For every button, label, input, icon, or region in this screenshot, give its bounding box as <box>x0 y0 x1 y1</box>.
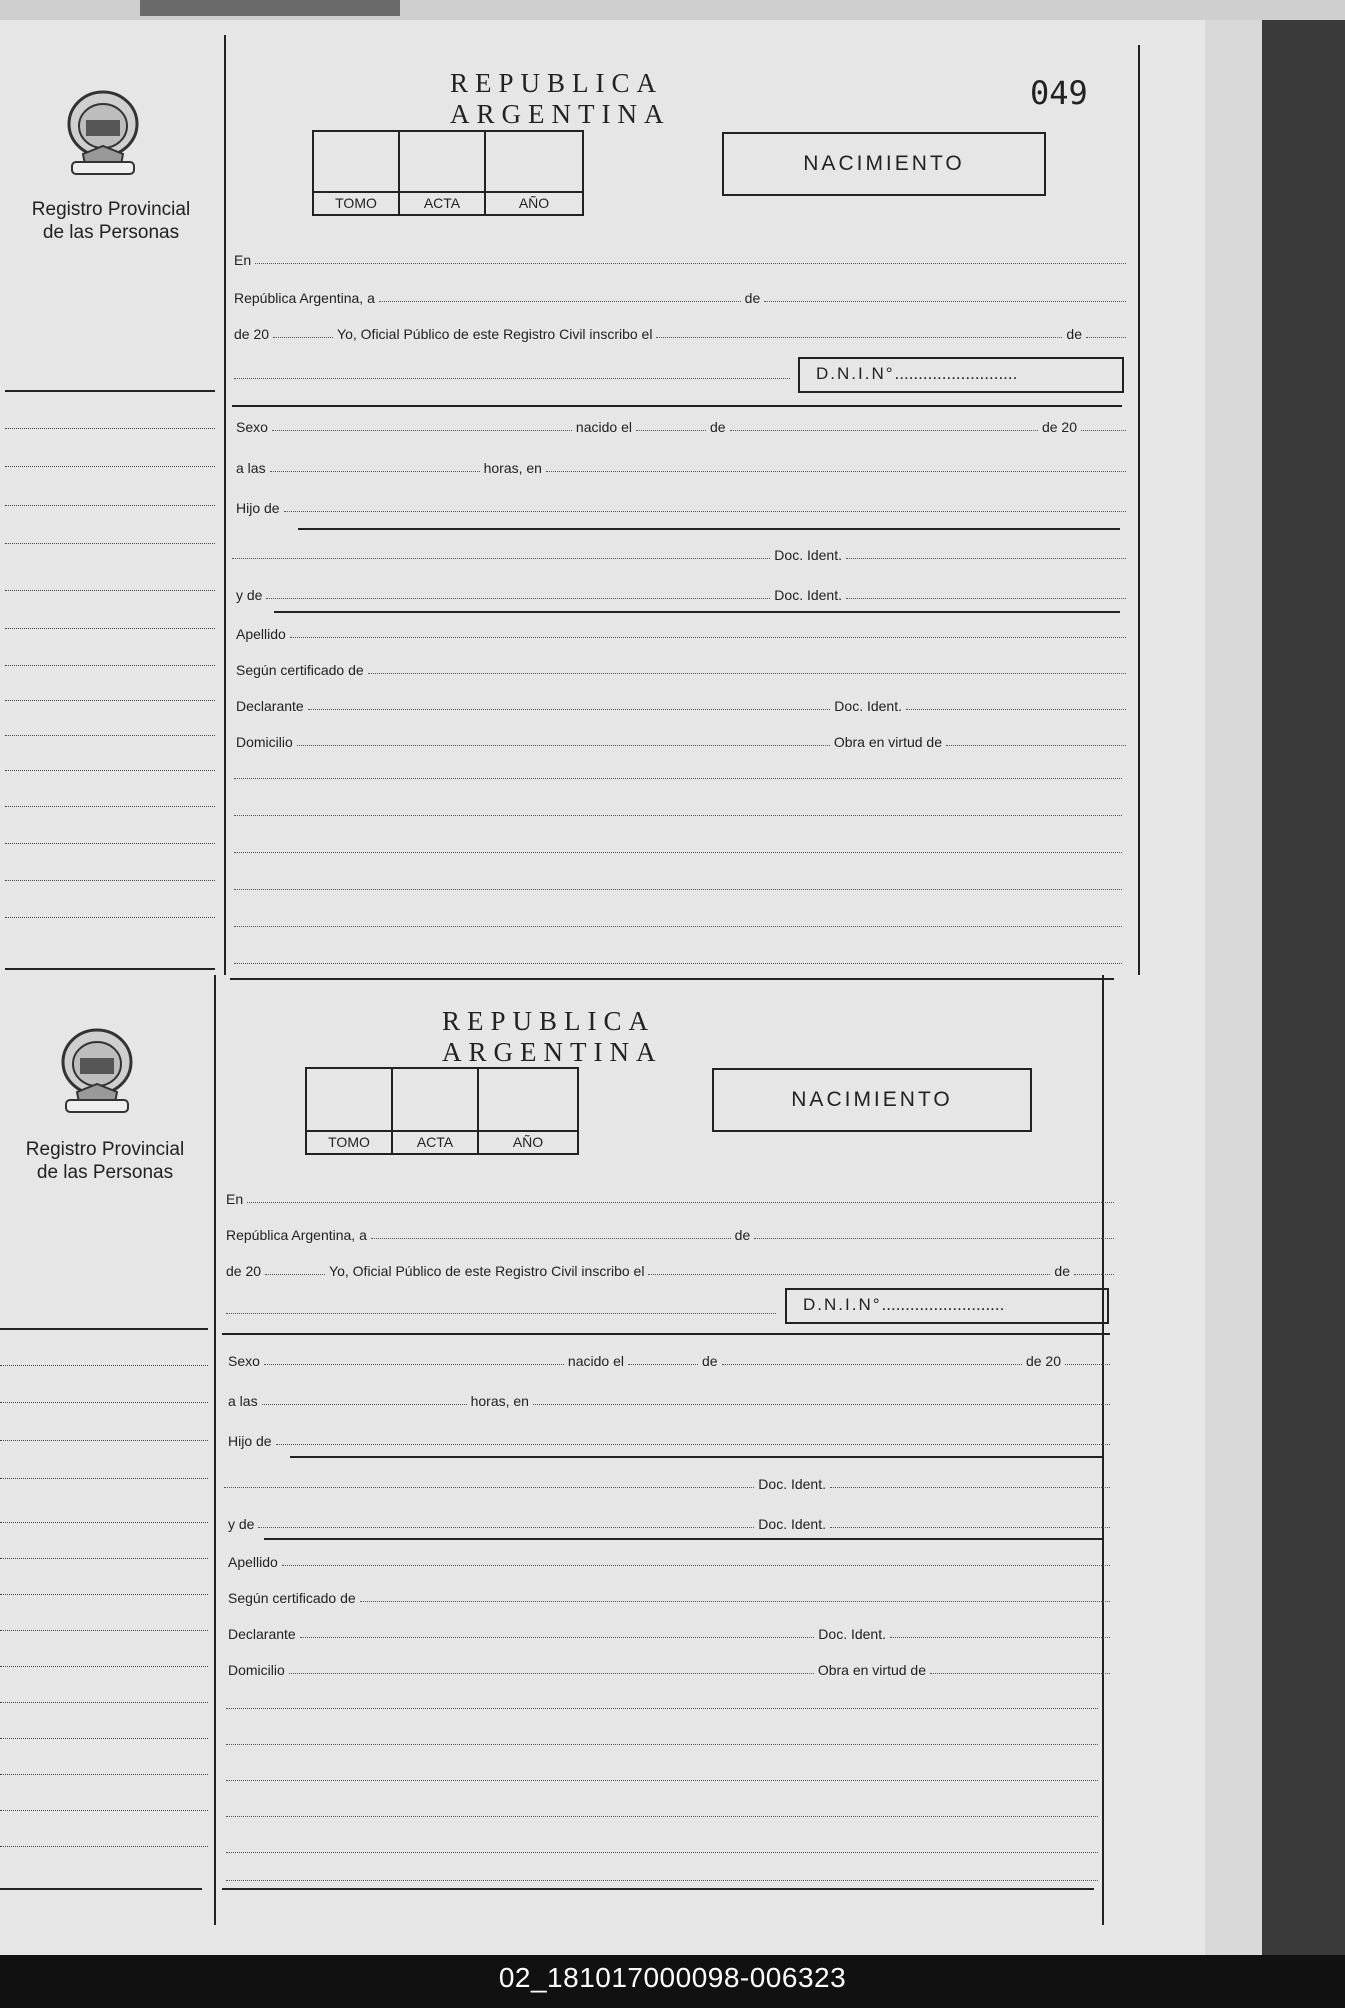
stub-line <box>5 590 215 591</box>
stub-line <box>5 917 215 918</box>
field-hijo-label: Hijo de <box>228 1433 272 1449</box>
blank-line <box>226 1780 1098 1781</box>
field-republica <box>230 286 1126 306</box>
field-de20-label: de 20 <box>1041 419 1077 435</box>
stub-line <box>5 700 215 701</box>
stub-line <box>5 466 215 467</box>
stub-line <box>5 770 215 771</box>
stub-separator <box>0 1888 202 1890</box>
field-declarante-label: Declarante <box>236 698 304 714</box>
stub-line <box>0 1558 208 1559</box>
field-de-label: de <box>1054 1263 1070 1279</box>
rule <box>232 405 1122 407</box>
stub-line <box>0 1522 208 1523</box>
dni-dots: .......................... <box>894 364 1018 383</box>
stub-separator <box>5 968 215 970</box>
field-republica-label: República Argentina, a <box>234 290 375 306</box>
field-a-las-label: a las <box>228 1393 258 1409</box>
field-en <box>230 248 1126 268</box>
field-doc-ident-label: Doc. Ident. <box>758 1516 826 1532</box>
form-right-border-bottom <box>1102 975 1104 1925</box>
field-sexo <box>232 415 1126 435</box>
blank-line <box>226 1880 1098 1881</box>
stub-line <box>5 428 215 429</box>
field-nacido-label: nacido el <box>575 419 632 435</box>
tomo-cell <box>307 1069 393 1153</box>
stub-line <box>5 880 215 881</box>
section-divider <box>230 978 1114 980</box>
field-de-label: de <box>1066 326 1082 342</box>
stub-line <box>0 1666 208 1667</box>
registry-name-line2: de las Personas <box>42 222 180 243</box>
field-segun-label: Según certificado de <box>236 662 364 678</box>
tomo-acta-ano-table <box>312 130 584 216</box>
field-yo-oficial-label: Yo, Oficial Público de este Registro Civil inscribo el <box>329 1263 645 1279</box>
blank-line <box>226 1852 1098 1853</box>
stub-line <box>0 1810 208 1811</box>
field-domicilio-label: Domicilio <box>236 734 293 750</box>
field-republica-label: República Argentina, a <box>226 1227 367 1243</box>
field-en-label: En <box>226 1191 244 1207</box>
dni-label: D.N.I.N° <box>803 1295 882 1314</box>
field-en <box>222 1187 1114 1207</box>
rule <box>222 1333 1110 1335</box>
form-right-border-top <box>1138 45 1140 975</box>
field-de20-label: de 20 <box>1025 1353 1061 1369</box>
blank-line <box>234 778 1122 779</box>
blank-line <box>234 378 790 379</box>
field-declarante-label: Declarante <box>228 1626 296 1642</box>
dni-box <box>798 357 1124 393</box>
field-de-label: de <box>744 290 761 306</box>
stub-line <box>0 1630 208 1631</box>
field-a-las-label: a las <box>236 460 266 476</box>
acta-cell <box>393 1069 479 1153</box>
field-domicilio <box>224 1658 1110 1678</box>
stub-line <box>0 1774 208 1775</box>
stub-line <box>5 665 215 666</box>
blank-line <box>234 815 1122 816</box>
field-hijo-label: Hijo de <box>236 500 280 516</box>
field-doc-ident-label: Doc. Ident. <box>758 1476 826 1492</box>
stub-line <box>5 628 215 629</box>
field-doc-ident-label: Doc. Ident. <box>834 698 902 714</box>
field-hijo-de <box>232 496 1126 516</box>
field-hijo-de <box>224 1429 1110 1449</box>
field-y-de-label: y de <box>236 587 263 603</box>
misiones-seal-icon <box>52 1022 142 1122</box>
stub-separator <box>5 390 215 392</box>
ano-cell <box>486 132 582 214</box>
rule <box>274 611 1120 613</box>
stub-line <box>5 843 215 844</box>
blank-line <box>234 889 1122 890</box>
field-segun-certificado <box>224 1586 1110 1606</box>
field-a-las <box>232 456 1126 476</box>
field-horas-label: horas, en <box>483 460 542 476</box>
stub-line <box>0 1440 208 1441</box>
registry-name <box>6 198 216 244</box>
country-title: REPUBLICA ARGENTINA <box>442 1006 663 1067</box>
stub-line <box>5 543 215 544</box>
stub-divider-bottom <box>214 975 216 1925</box>
rule <box>290 1456 1104 1458</box>
field-de-label: de <box>701 1353 718 1369</box>
field-doc-ident-1 <box>232 543 1126 563</box>
field-sexo-label: Sexo <box>236 419 268 435</box>
blank-line <box>226 1816 1098 1817</box>
tomo-acta-ano-table <box>305 1067 579 1155</box>
field-y-de <box>232 583 1126 603</box>
field-de20-label: de 20 <box>226 1263 262 1279</box>
stub-line <box>5 735 215 736</box>
dni-dots: .......................... <box>881 1295 1005 1314</box>
field-obra-label: Obra en virtud de <box>817 1662 926 1678</box>
dni-box <box>785 1288 1109 1324</box>
field-de-label: de <box>709 419 726 435</box>
field-obra-label: Obra en virtud de <box>833 734 942 750</box>
registry-name-line1: Registro Provincial <box>31 199 191 220</box>
blank-line <box>226 1313 776 1314</box>
field-doc-ident-1 <box>224 1472 1110 1492</box>
act-type-box: NACIMIENTO <box>712 1068 1032 1132</box>
stub-line <box>0 1365 208 1366</box>
field-en-label: En <box>234 252 252 268</box>
field-declarante <box>232 694 1126 714</box>
field-apellido-label: Apellido <box>236 626 286 642</box>
stub-line <box>5 806 215 807</box>
stub-line <box>0 1594 208 1595</box>
rule <box>264 1538 1104 1540</box>
ano-cell <box>479 1069 577 1153</box>
acta-label: ACTA <box>400 191 484 214</box>
registry-name <box>0 1138 210 1184</box>
blank-line <box>226 1708 1098 1709</box>
stub-line <box>0 1478 208 1479</box>
field-y-de-label: y de <box>228 1516 255 1532</box>
stub-line <box>0 1846 208 1847</box>
country-title: REPUBLICA ARGENTINA <box>450 68 671 129</box>
field-doc-ident-label: Doc. Ident. <box>774 547 842 563</box>
field-y-de <box>224 1512 1110 1532</box>
field-doc-ident-label: Doc. Ident. <box>818 1626 886 1642</box>
act-type-box: NACIMIENTO <box>722 132 1046 196</box>
blank-line <box>234 852 1122 853</box>
field-yo-oficial-label: Yo, Oficial Público de este Registro Civil inscribo el <box>337 326 653 342</box>
tomo-cell <box>314 132 400 214</box>
field-a-las <box>224 1389 1110 1409</box>
acta-cell <box>400 132 486 214</box>
field-sexo <box>224 1349 1110 1369</box>
field-apellido-label: Apellido <box>228 1554 278 1570</box>
field-inscribo <box>222 1259 1114 1279</box>
ano-label: AÑO <box>486 191 582 214</box>
field-de-label: de <box>734 1227 751 1243</box>
sheet-edge <box>1205 20 1262 1965</box>
stub-line <box>5 505 215 506</box>
field-domicilio-label: Domicilio <box>228 1662 285 1678</box>
blank-line <box>234 926 1122 927</box>
registry-name-line1: Registro Provincial <box>25 1139 185 1160</box>
dni-label: D.N.I.N° <box>816 364 895 383</box>
field-declarante <box>224 1622 1110 1642</box>
field-sexo-label: Sexo <box>228 1353 260 1369</box>
field-segun-label: Según certificado de <box>228 1590 356 1606</box>
field-segun-certificado <box>232 658 1126 678</box>
registry-name-line2: de las Personas <box>36 1162 174 1183</box>
field-doc-ident-label: Doc. Ident. <box>774 587 842 603</box>
blank-line <box>226 1744 1098 1745</box>
field-republica <box>222 1223 1114 1243</box>
field-de20-label: de 20 <box>234 326 270 342</box>
section-divider <box>222 1888 1094 1890</box>
stub-line <box>0 1702 208 1703</box>
ano-label: AÑO <box>479 1130 577 1153</box>
field-apellido <box>224 1550 1110 1570</box>
scan-background-top <box>0 0 1345 20</box>
field-nacido-label: nacido el <box>567 1353 624 1369</box>
stub-separator <box>0 1328 208 1330</box>
stub-divider-top <box>224 35 226 975</box>
tomo-label: TOMO <box>314 191 398 214</box>
stub-line <box>0 1402 208 1403</box>
acta-label: ACTA <box>393 1130 477 1153</box>
field-horas-label: horas, en <box>470 1393 529 1409</box>
field-domicilio <box>232 730 1126 750</box>
misiones-seal-icon <box>58 84 148 184</box>
field-inscribo <box>230 322 1126 342</box>
rule <box>298 528 1120 530</box>
image-caption: 02_181017000098-006323 <box>498 1962 847 1993</box>
folio-number: 049 <box>1030 74 1088 112</box>
tomo-label: TOMO <box>307 1130 391 1153</box>
stub-line <box>0 1738 208 1739</box>
blank-line <box>234 963 1122 964</box>
field-apellido <box>232 622 1126 642</box>
